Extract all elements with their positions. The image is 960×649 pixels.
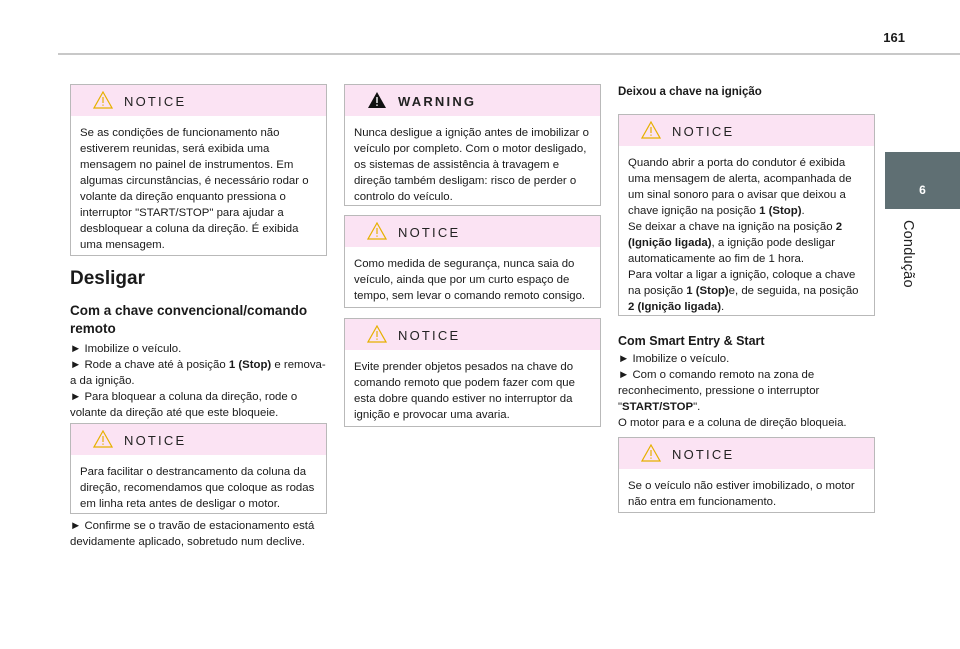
notice-box-key-weight bbox=[344, 318, 601, 427]
chapter-tab[interactable] bbox=[885, 152, 960, 209]
notice-header bbox=[345, 319, 600, 350]
notice-title: NOTICE bbox=[124, 94, 187, 109]
notice-title: NOTICE bbox=[124, 433, 187, 448]
notice-title: NOTICE bbox=[672, 447, 735, 462]
caution-triangle-icon bbox=[367, 222, 387, 240]
notice-text: Evite prender objetos pesados na chave do comando remoto que podem fazer com que esta dobre quando estiver no interruptor da ignição e provocar uma avaria. bbox=[354, 361, 575, 421]
notice-title: NOTICE bbox=[398, 328, 461, 343]
caution-triangle-icon bbox=[641, 121, 661, 139]
warning-box bbox=[344, 84, 601, 206]
warning-title: WARNING bbox=[398, 94, 477, 109]
step-item: ► Para bloquear a coluna da direção, rode o volante da direção até que este bloqueie. bbox=[70, 391, 298, 419]
chapter-number: 6 bbox=[919, 183, 926, 197]
warning-header bbox=[345, 85, 600, 116]
caution-triangle-icon bbox=[367, 325, 387, 343]
notice-header bbox=[71, 85, 326, 116]
notice-text: Para facilitar o destrancamento da coluna da direção, recomendamos que coloque as rodas em linha reta antes de desligar o motor. bbox=[80, 466, 315, 510]
step-item: ► Rode a chave até à posição 1 (Stop) e remova-a da ignição. bbox=[70, 359, 326, 387]
notice-header bbox=[345, 216, 600, 247]
subsection-heading: Com a chave convencional/comando remoto bbox=[70, 303, 308, 336]
notice-title: NOTICE bbox=[672, 124, 735, 139]
notice-box-key-left bbox=[618, 114, 875, 316]
caution-triangle-icon bbox=[93, 430, 113, 448]
parking-brake-step: ► Confirme se o travão de estacionamento está devidamente aplicado, sobretudo num declive. bbox=[70, 520, 315, 548]
notice-box-steering-lock bbox=[70, 84, 327, 256]
notice-box-not-immobilized bbox=[618, 437, 875, 513]
warning-text: Nunca desligue a ignição antes de imobilizar o veículo por completo. Com o motor desligado, os sistemas de assistência à travagem e direção também desligam: risco de perder o controlo do veículo. bbox=[354, 127, 589, 203]
caution-triangle-icon bbox=[93, 91, 113, 109]
key-left-heading: Deixou a chave na ignição bbox=[618, 86, 762, 98]
chapter-label: Condução bbox=[900, 220, 916, 288]
notice-text: Como medida de segurança, nunca saia do veículo, ainda que por um curto espaço de tempo, sem levar o comando remoto consigo. bbox=[354, 258, 586, 302]
steps-list bbox=[70, 341, 330, 421]
page-number: 161 bbox=[883, 30, 905, 45]
header-rule bbox=[58, 53, 960, 55]
notice-header bbox=[71, 424, 326, 455]
notice-text: Se as condições de funcionamento não estiverem reunidas, será exibida uma mensagem no painel de instrumentos. Em algumas circunstâncias, é necessário rodar o volante da direção enquanto pressiona o interruptor "START/STOP" para ajudar a desbloquear a coluna da direção. É exibida uma mensagem. bbox=[80, 127, 309, 251]
notice-header bbox=[619, 438, 874, 469]
notice-title: NOTICE bbox=[398, 225, 461, 240]
step-item: ► Com o comando remoto na zona de reconhecimento, pressione o interruptor "START/STOP". bbox=[618, 369, 820, 413]
notice-box-remote bbox=[344, 215, 601, 308]
notice-text: Quando abrir a porta do condutor é exibida uma mensagem de alerta, acompanhada de um sinal sonoro para o avisar que deixou a chave ignição na posição 1 (Stop). Se deixar a chave na ignição na posição 2 (Ignição ligada), a ignição pode desligar automaticamente ao fim de 1 hora. Para voltar a ligar a ignição, coloque a chave na posição 1 (Stop)e, de seguida, na posição 2 (Ignição ligada). bbox=[628, 157, 859, 313]
warning-triangle-icon bbox=[367, 91, 387, 109]
notice-header bbox=[619, 115, 874, 146]
notice-text: Se o veículo não estiver imobilizado, o motor não entra em funcionamento. bbox=[628, 480, 855, 508]
step-item: ► Imobilize o veículo. bbox=[70, 343, 182, 355]
section-heading: Desligar bbox=[70, 268, 145, 289]
smart-entry-steps bbox=[618, 351, 880, 431]
smart-entry-heading: Com Smart Entry & Start bbox=[618, 334, 765, 348]
caution-triangle-icon bbox=[641, 444, 661, 462]
step-item: ► Imobilize o veículo. bbox=[618, 353, 730, 365]
notice-box-wheels bbox=[70, 423, 327, 514]
step-item: O motor para e a coluna de direção bloqueia. bbox=[618, 417, 847, 429]
